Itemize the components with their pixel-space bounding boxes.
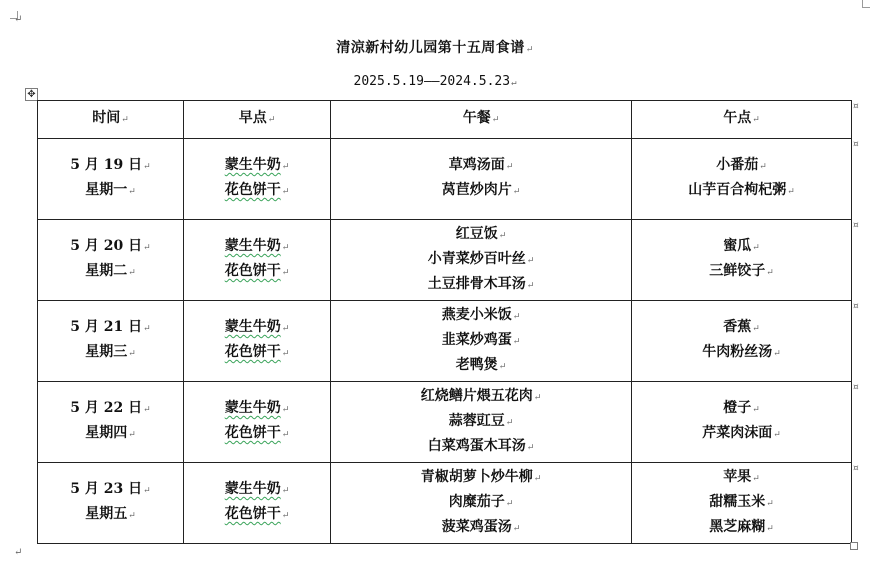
cell-text: 红烧鳝片煨五花肉 bbox=[420, 387, 533, 404]
paragraph-mark: ↵ bbox=[281, 511, 290, 521]
paragraph-mark: ↵ bbox=[267, 115, 276, 125]
paragraph-mark: ↵ bbox=[752, 243, 760, 253]
table-row bbox=[38, 463, 852, 544]
cell-line bbox=[184, 478, 330, 503]
cell-line bbox=[331, 179, 631, 204]
date-cell[interactable] bbox=[38, 139, 184, 220]
row-end-mark: ¤ bbox=[853, 221, 859, 231]
row-end-mark: ¤ bbox=[853, 140, 859, 150]
paragraph-mark: ↵ bbox=[281, 243, 290, 253]
cell-text: 5 月 22 日 bbox=[70, 400, 143, 416]
cell-line bbox=[331, 223, 631, 248]
cell-line bbox=[632, 341, 851, 366]
cell-line bbox=[632, 516, 851, 541]
cell-text: 青椒胡萝卜炒牛柳 bbox=[420, 468, 533, 485]
paragraph-mark: ↵ bbox=[526, 280, 535, 291]
cell-text: 小青菜炒百叶丝 bbox=[427, 250, 526, 267]
paragraph-mark: ↵ bbox=[281, 430, 290, 440]
cell-text: 韭菜炒鸡蛋 bbox=[441, 331, 512, 348]
date-cell[interactable] bbox=[38, 301, 184, 382]
paragraph-mark: ↵ bbox=[766, 268, 774, 278]
paragraph-mark: ↵ bbox=[759, 162, 767, 172]
paragraph-mark: ↵ bbox=[752, 115, 760, 125]
cell-line bbox=[632, 154, 851, 179]
paragraph-mark: ↵ bbox=[281, 486, 290, 496]
cell-text: 白菜鸡蛋木耳汤 bbox=[427, 437, 526, 454]
cell-text: 星期四 bbox=[85, 425, 128, 441]
date-range[interactable] bbox=[0, 74, 870, 89]
paragraph-mark: ↵ bbox=[766, 498, 774, 509]
paragraph-mark: ↵ bbox=[752, 405, 760, 415]
cell-text: 花色饼干 bbox=[224, 344, 281, 360]
paragraph-mark: ↵ bbox=[505, 162, 514, 172]
paragraph-mark: ↵ bbox=[526, 255, 535, 266]
cell-line bbox=[184, 235, 330, 260]
cell-line bbox=[632, 491, 851, 516]
cell-text: 山芋百合枸杞粥 bbox=[688, 182, 787, 198]
snack-cell[interactable] bbox=[632, 139, 852, 220]
cell-line bbox=[331, 304, 631, 329]
cell-text: 5 月 23 日 bbox=[70, 481, 143, 497]
cell-text: 花色饼干 bbox=[224, 263, 281, 279]
paragraph-mark: ↵ bbox=[281, 187, 290, 197]
table-header-row bbox=[38, 101, 852, 139]
cell-line bbox=[38, 397, 183, 422]
cell-text: 莴苣炒肉片 bbox=[441, 182, 512, 198]
row-end-mark: ¤ bbox=[853, 464, 859, 474]
paragraph-mark: ↵ bbox=[512, 523, 521, 534]
lunch-cell[interactable] bbox=[331, 382, 632, 463]
cell-line bbox=[331, 329, 631, 354]
cell-line bbox=[184, 341, 330, 366]
cell-text: 星期二 bbox=[85, 263, 128, 279]
paragraph-mark: ↵ bbox=[143, 486, 151, 496]
cell-text: 草鸡汤面 bbox=[448, 157, 505, 173]
table-row bbox=[38, 139, 852, 220]
cell-line bbox=[184, 397, 330, 422]
cell-text: 红豆饭 bbox=[455, 225, 498, 242]
lunch-cell[interactable] bbox=[331, 139, 632, 220]
breakfast-cell[interactable] bbox=[184, 301, 331, 382]
cell-text: 花色饼干 bbox=[224, 182, 281, 198]
table-row bbox=[38, 382, 852, 463]
paragraph-mark: ↵ bbox=[512, 187, 521, 197]
cell-text: 黑芝麻糊 bbox=[709, 518, 766, 535]
breakfast-cell[interactable] bbox=[184, 220, 331, 301]
cell-line bbox=[184, 503, 330, 528]
table-move-handle-icon[interactable]: ✥ bbox=[25, 88, 38, 101]
header-label: 午点 bbox=[723, 110, 752, 126]
paragraph-mark: ↵ bbox=[787, 187, 795, 197]
cell-text: 燕麦小米饭 bbox=[441, 306, 512, 323]
cell-line bbox=[632, 260, 851, 285]
cell-text: 小番茄 bbox=[716, 157, 759, 173]
date-cell[interactable] bbox=[38, 220, 184, 301]
cell-line bbox=[632, 179, 851, 204]
cell-text: 菠菜鸡蛋汤 bbox=[441, 518, 512, 535]
cell-text: 老鸭煲 bbox=[455, 356, 498, 373]
cell-line bbox=[331, 273, 631, 298]
header-cell-lunch[interactable] bbox=[331, 101, 632, 139]
cell-line bbox=[184, 422, 330, 447]
row-end-mark: ¤ bbox=[853, 302, 859, 312]
paragraph-mark: ↵ bbox=[128, 511, 136, 521]
paragraph-mark: ↵ bbox=[498, 230, 507, 241]
document-title[interactable] bbox=[0, 37, 870, 57]
weekly-menu-table bbox=[37, 100, 852, 544]
cell-line bbox=[331, 466, 631, 491]
paragraph-mark: ↵ bbox=[14, 14, 23, 25]
date-cell[interactable] bbox=[38, 382, 184, 463]
paragraph-mark: ↵ bbox=[121, 115, 129, 125]
cell-text: 5 月 19 日 bbox=[70, 157, 143, 173]
paragraph-mark: ↵ bbox=[491, 115, 500, 125]
paragraph-mark: ↵ bbox=[143, 324, 151, 334]
cell-line bbox=[184, 316, 330, 341]
cell-text: 蒙生牛奶 bbox=[224, 319, 281, 335]
cell-line bbox=[184, 154, 330, 179]
cell-line bbox=[184, 179, 330, 204]
cell-line bbox=[331, 491, 631, 516]
cell-line bbox=[331, 154, 631, 179]
table-row bbox=[38, 301, 852, 382]
cell-text: 蒙生牛奶 bbox=[224, 157, 281, 173]
cell-line bbox=[38, 179, 183, 204]
paragraph-mark: ↵ bbox=[281, 349, 290, 359]
cell-text: 牛肉粉丝汤 bbox=[702, 344, 773, 360]
paragraph-mark: ↵ bbox=[533, 473, 542, 484]
cell-text: 土豆排骨木耳汤 bbox=[427, 275, 526, 292]
cell-text: 橙子 bbox=[723, 400, 752, 416]
cell-text: 三鲜饺子 bbox=[709, 263, 766, 279]
paragraph-mark: ↵ bbox=[143, 405, 151, 415]
paragraph-mark: ↵ bbox=[773, 430, 781, 440]
cell-text: 5 月 21 日 bbox=[70, 319, 143, 335]
cell-text: 甜糯玉米 bbox=[709, 493, 766, 510]
paragraph-mark: ↵ bbox=[525, 45, 534, 55]
paragraph-mark: ↵ bbox=[526, 442, 535, 453]
paragraph-mark: ↵ bbox=[505, 498, 514, 509]
cell-text: 蜜瓜 bbox=[723, 238, 752, 254]
breakfast-cell[interactable] bbox=[184, 382, 331, 463]
header-cell-breakfast[interactable] bbox=[184, 101, 331, 139]
paragraph-mark: ↵ bbox=[128, 268, 136, 278]
paragraph-mark: ↵ bbox=[128, 187, 136, 197]
paragraph-mark: ↵ bbox=[533, 392, 542, 403]
paragraph-mark: ↵ bbox=[773, 349, 781, 359]
cell-text: 蒙生牛奶 bbox=[224, 238, 281, 254]
cell-line bbox=[38, 154, 183, 179]
paragraph-mark: ↵ bbox=[512, 311, 521, 322]
paragraph-mark: ↵ bbox=[281, 405, 290, 415]
cell-line bbox=[38, 503, 183, 528]
paragraph-mark: ↵ bbox=[281, 268, 290, 278]
paragraph-mark: ↵ bbox=[766, 523, 774, 534]
table-resize-handle[interactable] bbox=[850, 542, 858, 550]
cell-line bbox=[38, 478, 183, 503]
date-cell[interactable] bbox=[38, 463, 184, 544]
cell-line bbox=[331, 385, 631, 410]
cell-line bbox=[184, 260, 330, 285]
cell-line bbox=[331, 516, 631, 541]
breakfast-cell[interactable] bbox=[184, 139, 331, 220]
cell-line bbox=[632, 397, 851, 422]
header-label: 早点 bbox=[238, 110, 267, 126]
snack-cell[interactable] bbox=[632, 463, 852, 544]
cell-line bbox=[331, 410, 631, 435]
cell-text: 香蕉 bbox=[723, 319, 752, 335]
paragraph-mark: ↵ bbox=[498, 361, 507, 372]
date-range-text: 2025.5.19——2024.5.23 bbox=[353, 74, 511, 89]
cell-line bbox=[632, 235, 851, 260]
snack-cell[interactable] bbox=[632, 220, 852, 301]
header-label: 时间 bbox=[92, 110, 121, 126]
cell-line bbox=[38, 341, 183, 366]
cell-line bbox=[38, 235, 183, 260]
cell-text: 苹果 bbox=[723, 468, 752, 485]
paragraph-mark: ↵ bbox=[752, 324, 760, 334]
cell-text: 星期五 bbox=[85, 506, 128, 522]
table-row bbox=[38, 220, 852, 301]
cell-text: 蒜蓉豇豆 bbox=[448, 412, 505, 429]
title-text: 清涼新村幼儿园第十五周食谱 bbox=[336, 40, 525, 56]
paragraph-mark: ↵ bbox=[505, 417, 514, 428]
lunch-cell[interactable] bbox=[331, 220, 632, 301]
paragraph-mark: ↵ bbox=[128, 430, 136, 440]
cell-text: 芹菜肉沫面 bbox=[702, 425, 773, 441]
paragraph-mark: ↵ bbox=[14, 547, 23, 558]
paragraph-mark: ↵ bbox=[281, 162, 290, 172]
cell-text: 蒙生牛奶 bbox=[224, 400, 281, 416]
snack-cell[interactable] bbox=[632, 382, 852, 463]
cell-line bbox=[632, 422, 851, 447]
cell-text: 蒙生牛奶 bbox=[224, 481, 281, 497]
cell-line bbox=[331, 248, 631, 273]
cell-line bbox=[38, 422, 183, 447]
cell-text: 星期一 bbox=[85, 182, 128, 198]
paragraph-mark: ↵ bbox=[511, 78, 517, 88]
paragraph-mark: ↵ bbox=[752, 473, 760, 484]
header-label: 午餐 bbox=[462, 110, 491, 126]
paragraph-mark: ↵ bbox=[512, 336, 521, 347]
cell-line bbox=[632, 466, 851, 491]
row-end-mark: ¤ bbox=[853, 102, 859, 112]
header-cell-time[interactable] bbox=[38, 101, 184, 139]
breakfast-cell[interactable] bbox=[184, 463, 331, 544]
cell-text: 星期三 bbox=[85, 344, 128, 360]
cell-text: 花色饼干 bbox=[224, 425, 281, 441]
cell-line bbox=[38, 316, 183, 341]
cell-text: 肉糜茄子 bbox=[448, 493, 505, 510]
lunch-cell[interactable] bbox=[331, 463, 632, 544]
cell-line bbox=[632, 316, 851, 341]
paragraph-mark: ↵ bbox=[143, 162, 151, 172]
margin-corner-top-right bbox=[862, 0, 870, 8]
cell-line bbox=[331, 435, 631, 460]
row-end-mark: ¤ bbox=[853, 383, 859, 393]
header-cell-snack[interactable] bbox=[632, 101, 852, 139]
cell-text: 花色饼干 bbox=[224, 506, 281, 522]
paragraph-mark: ↵ bbox=[128, 349, 136, 359]
cell-line bbox=[331, 354, 631, 379]
lunch-cell[interactable] bbox=[331, 301, 632, 382]
cell-text: 5 月 20 日 bbox=[70, 238, 143, 254]
snack-cell[interactable] bbox=[632, 301, 852, 382]
cell-line bbox=[38, 260, 183, 285]
paragraph-mark: ↵ bbox=[281, 324, 290, 334]
paragraph-mark: ↵ bbox=[143, 243, 151, 253]
